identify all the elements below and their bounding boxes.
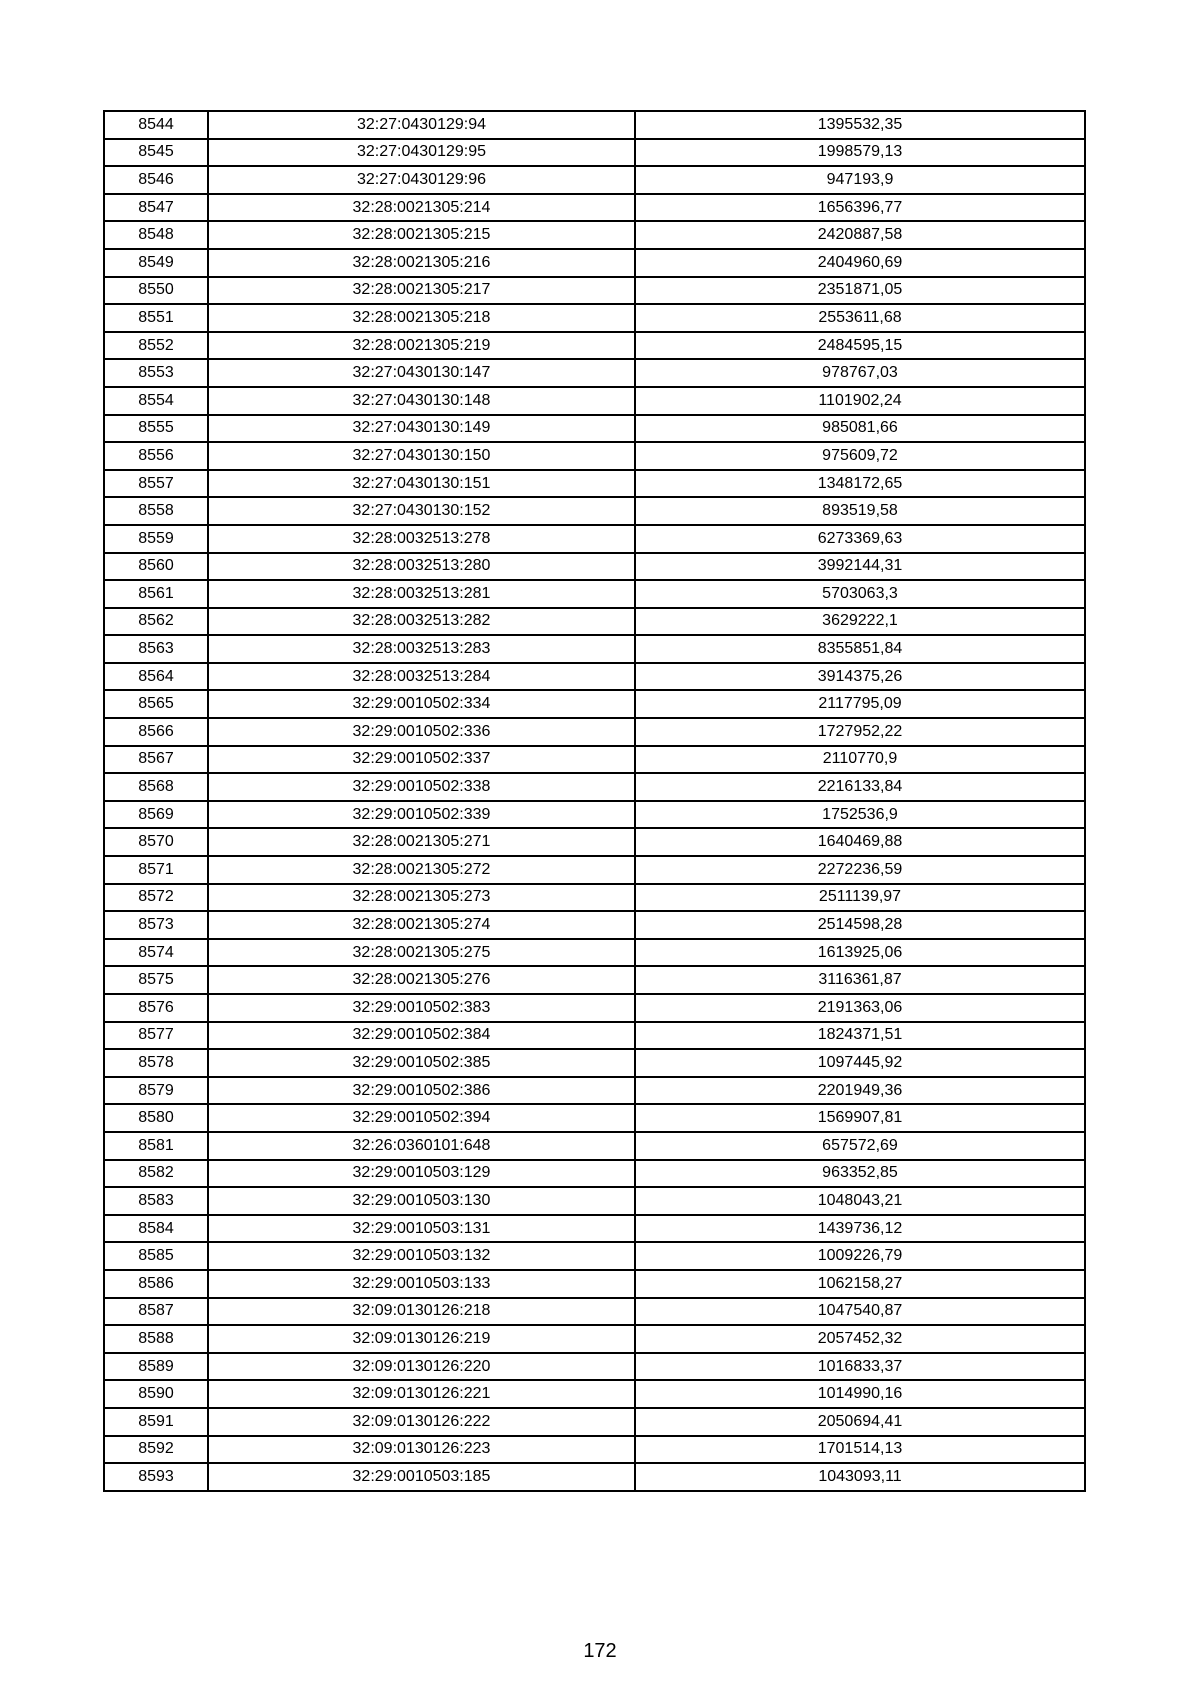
- table-row: [104, 415, 1085, 443]
- row-number-cell: 8564: [104, 663, 208, 691]
- value-cell: 1009226,79: [635, 1242, 1085, 1270]
- cadastral-number-cell: 32:27:0430129:94: [208, 111, 635, 139]
- value-cell: 1101902,24: [635, 387, 1085, 415]
- table-row: [104, 1408, 1085, 1436]
- table-row: [104, 580, 1085, 608]
- cadastral-number-cell: 32:27:0430129:96: [208, 166, 635, 194]
- table-row: [104, 773, 1085, 801]
- cadastral-number-cell: 32:29:0010502:394: [208, 1104, 635, 1132]
- value-cell: 1727952,22: [635, 718, 1085, 746]
- table-row: [104, 1215, 1085, 1243]
- cadastral-number-cell: 32:29:0010502:383: [208, 994, 635, 1022]
- cadastral-number-cell: 32:27:0430130:150: [208, 442, 635, 470]
- row-number-cell: 8562: [104, 608, 208, 636]
- cadastral-number-cell: 32:28:0032513:284: [208, 663, 635, 691]
- value-cell: 3116361,87: [635, 966, 1085, 994]
- row-number-cell: 8576: [104, 994, 208, 1022]
- row-number-cell: 8554: [104, 387, 208, 415]
- table-row: [104, 1436, 1085, 1464]
- value-cell: 2057452,32: [635, 1325, 1085, 1353]
- table-row: [104, 387, 1085, 415]
- value-cell: 2484595,15: [635, 332, 1085, 360]
- cadastral-number-cell: 32:28:0021305:216: [208, 249, 635, 277]
- row-number-cell: 8583: [104, 1187, 208, 1215]
- cadastral-number-cell: 32:28:0032513:281: [208, 580, 635, 608]
- cadastral-number-cell: 32:29:0010503:132: [208, 1242, 635, 1270]
- value-cell: 3992144,31: [635, 553, 1085, 581]
- value-cell: 975609,72: [635, 442, 1085, 470]
- value-cell: 2050694,41: [635, 1408, 1085, 1436]
- value-cell: 2351871,05: [635, 277, 1085, 305]
- table-row: [104, 690, 1085, 718]
- value-cell: 6273369,63: [635, 525, 1085, 553]
- cadastral-number-cell: 32:29:0010502:339: [208, 801, 635, 829]
- cadastral-number-cell: 32:29:0010502:337: [208, 746, 635, 774]
- table-row: [104, 1353, 1085, 1381]
- cadastral-number-cell: 32:27:0430130:147: [208, 359, 635, 387]
- cadastral-number-cell: 32:28:0021305:272: [208, 856, 635, 884]
- value-cell: 3629222,1: [635, 608, 1085, 636]
- value-cell: 1439736,12: [635, 1215, 1085, 1243]
- value-cell: 1701514,13: [635, 1436, 1085, 1464]
- cadastral-number-cell: 32:27:0430130:149: [208, 415, 635, 443]
- cadastral-number-cell: 32:28:0021305:276: [208, 966, 635, 994]
- value-cell: 2201949,36: [635, 1077, 1085, 1105]
- value-cell: 1043093,11: [635, 1463, 1085, 1491]
- value-cell: 2420887,58: [635, 221, 1085, 249]
- row-number-cell: 8573: [104, 911, 208, 939]
- cadastral-number-cell: 32:27:0430129:95: [208, 139, 635, 167]
- cadastral-number-cell: 32:28:0021305:215: [208, 221, 635, 249]
- row-number-cell: 8545: [104, 139, 208, 167]
- table-row: [104, 1380, 1085, 1408]
- value-cell: 2511139,97: [635, 884, 1085, 912]
- table-row: [104, 1325, 1085, 1353]
- value-cell: 1656396,77: [635, 194, 1085, 222]
- row-number-cell: 8580: [104, 1104, 208, 1132]
- cadastral-number-cell: 32:27:0430130:151: [208, 470, 635, 498]
- value-cell: 2110770,9: [635, 746, 1085, 774]
- table-row: [104, 1298, 1085, 1326]
- row-number-cell: 8568: [104, 773, 208, 801]
- table-row: [104, 884, 1085, 912]
- table-row: [104, 966, 1085, 994]
- value-cell: 2514598,28: [635, 911, 1085, 939]
- row-number-cell: 8593: [104, 1463, 208, 1491]
- cadastral-number-cell: 32:29:0010503:130: [208, 1187, 635, 1215]
- row-number-cell: 8549: [104, 249, 208, 277]
- row-number-cell: 8555: [104, 415, 208, 443]
- value-cell: 963352,85: [635, 1160, 1085, 1188]
- row-number-cell: 8591: [104, 1408, 208, 1436]
- cadastral-number-cell: 32:29:0010502:334: [208, 690, 635, 718]
- row-number-cell: 8566: [104, 718, 208, 746]
- cadastral-table: [103, 110, 1086, 1492]
- cadastral-number-cell: 32:09:0130126:222: [208, 1408, 635, 1436]
- cadastral-number-cell: 32:28:0021305:214: [208, 194, 635, 222]
- value-cell: 2272236,59: [635, 856, 1085, 884]
- cadastral-number-cell: 32:28:0032513:280: [208, 553, 635, 581]
- cadastral-number-cell: 32:27:0430130:148: [208, 387, 635, 415]
- value-cell: 1613925,06: [635, 939, 1085, 967]
- row-number-cell: 8579: [104, 1077, 208, 1105]
- row-number-cell: 8552: [104, 332, 208, 360]
- row-number-cell: 8567: [104, 746, 208, 774]
- table-row: [104, 1187, 1085, 1215]
- cadastral-number-cell: 32:09:0130126:223: [208, 1436, 635, 1464]
- cadastral-number-cell: 32:09:0130126:218: [208, 1298, 635, 1326]
- row-number-cell: 8578: [104, 1049, 208, 1077]
- row-number-cell: 8556: [104, 442, 208, 470]
- row-number-cell: 8551: [104, 304, 208, 332]
- value-cell: 8355851,84: [635, 635, 1085, 663]
- table-row: [104, 608, 1085, 636]
- table-row: [104, 1022, 1085, 1050]
- cadastral-number-cell: 32:29:0010502:338: [208, 773, 635, 801]
- row-number-cell: 8548: [104, 221, 208, 249]
- table-row: [104, 332, 1085, 360]
- table-body: [104, 111, 1085, 1491]
- table-row: [104, 470, 1085, 498]
- value-cell: 1062158,27: [635, 1270, 1085, 1298]
- cadastral-number-cell: 32:27:0430130:152: [208, 497, 635, 525]
- table-row: [104, 553, 1085, 581]
- table-row: [104, 1270, 1085, 1298]
- value-cell: 1395532,35: [635, 111, 1085, 139]
- row-number-cell: 8570: [104, 828, 208, 856]
- value-cell: 893519,58: [635, 497, 1085, 525]
- table-row: [104, 718, 1085, 746]
- cadastral-number-cell: 32:28:0032513:282: [208, 608, 635, 636]
- table-row: [104, 1160, 1085, 1188]
- row-number-cell: 8585: [104, 1242, 208, 1270]
- row-number-cell: 8586: [104, 1270, 208, 1298]
- table-row: [104, 1463, 1085, 1491]
- cadastral-number-cell: 32:29:0010503:185: [208, 1463, 635, 1491]
- value-cell: 3914375,26: [635, 663, 1085, 691]
- row-number-cell: 8553: [104, 359, 208, 387]
- table-row: [104, 1049, 1085, 1077]
- value-cell: 1824371,51: [635, 1022, 1085, 1050]
- row-number-cell: 8565: [104, 690, 208, 718]
- page-number: 172: [583, 1640, 617, 1662]
- table-row: [104, 1104, 1085, 1132]
- table-row: [104, 304, 1085, 332]
- row-number-cell: 8558: [104, 497, 208, 525]
- value-cell: 2216133,84: [635, 773, 1085, 801]
- table-row: [104, 801, 1085, 829]
- row-number-cell: 8557: [104, 470, 208, 498]
- cadastral-number-cell: 32:28:0021305:271: [208, 828, 635, 856]
- row-number-cell: 8588: [104, 1325, 208, 1353]
- table-row: [104, 1077, 1085, 1105]
- row-number-cell: 8559: [104, 525, 208, 553]
- value-cell: 1048043,21: [635, 1187, 1085, 1215]
- value-cell: 1097445,92: [635, 1049, 1085, 1077]
- row-number-cell: 8574: [104, 939, 208, 967]
- table-row: [104, 111, 1085, 139]
- value-cell: 5703063,3: [635, 580, 1085, 608]
- cadastral-number-cell: 32:29:0010503:133: [208, 1270, 635, 1298]
- value-cell: 2117795,09: [635, 690, 1085, 718]
- value-cell: 2191363,06: [635, 994, 1085, 1022]
- table-row: [104, 746, 1085, 774]
- table-row: [104, 525, 1085, 553]
- cadastral-number-cell: 32:28:0021305:217: [208, 277, 635, 305]
- table-row: [104, 994, 1085, 1022]
- cadastral-number-cell: 32:29:0010502:386: [208, 1077, 635, 1105]
- value-cell: 1016833,37: [635, 1353, 1085, 1381]
- row-number-cell: 8571: [104, 856, 208, 884]
- row-number-cell: 8587: [104, 1298, 208, 1326]
- cadastral-number-cell: 32:28:0021305:273: [208, 884, 635, 912]
- row-number-cell: 8584: [104, 1215, 208, 1243]
- value-cell: 1047540,87: [635, 1298, 1085, 1326]
- value-cell: 1569907,81: [635, 1104, 1085, 1132]
- table-row: [104, 939, 1085, 967]
- table-row: [104, 497, 1085, 525]
- table-row: [104, 277, 1085, 305]
- table-row: [104, 635, 1085, 663]
- row-number-cell: 8546: [104, 166, 208, 194]
- table-row: [104, 166, 1085, 194]
- value-cell: 2404960,69: [635, 249, 1085, 277]
- table-row: [104, 1242, 1085, 1270]
- value-cell: 947193,9: [635, 166, 1085, 194]
- row-number-cell: 8592: [104, 1436, 208, 1464]
- cadastral-number-cell: 32:29:0010503:131: [208, 1215, 635, 1243]
- value-cell: 1014990,16: [635, 1380, 1085, 1408]
- table-row: [104, 139, 1085, 167]
- cadastral-number-cell: 32:09:0130126:221: [208, 1380, 635, 1408]
- row-number-cell: 8561: [104, 580, 208, 608]
- table-row: [104, 828, 1085, 856]
- table-row: [104, 249, 1085, 277]
- cadastral-number-cell: 32:29:0010502:336: [208, 718, 635, 746]
- cadastral-number-cell: 32:28:0021305:275: [208, 939, 635, 967]
- table-row: [104, 359, 1085, 387]
- cadastral-number-cell: 32:28:0032513:283: [208, 635, 635, 663]
- cadastral-number-cell: 32:09:0130126:219: [208, 1325, 635, 1353]
- row-number-cell: 8577: [104, 1022, 208, 1050]
- row-number-cell: 8569: [104, 801, 208, 829]
- cadastral-number-cell: 32:28:0021305:219: [208, 332, 635, 360]
- cadastral-number-cell: 32:29:0010503:129: [208, 1160, 635, 1188]
- cadastral-number-cell: 32:09:0130126:220: [208, 1353, 635, 1381]
- value-cell: 2553611,68: [635, 304, 1085, 332]
- value-cell: 1752536,9: [635, 801, 1085, 829]
- row-number-cell: 8547: [104, 194, 208, 222]
- cadastral-number-cell: 32:28:0021305:274: [208, 911, 635, 939]
- row-number-cell: 8590: [104, 1380, 208, 1408]
- row-number-cell: 8589: [104, 1353, 208, 1381]
- value-cell: 978767,03: [635, 359, 1085, 387]
- cadastral-table-container: [103, 110, 1084, 1492]
- table-row: [104, 1132, 1085, 1160]
- table-row: [104, 663, 1085, 691]
- table-row: [104, 194, 1085, 222]
- cadastral-number-cell: 32:28:0032513:278: [208, 525, 635, 553]
- cadastral-number-cell: 32:29:0010502:384: [208, 1022, 635, 1050]
- row-number-cell: 8575: [104, 966, 208, 994]
- table-row: [104, 911, 1085, 939]
- table-row: [104, 442, 1085, 470]
- row-number-cell: 8581: [104, 1132, 208, 1160]
- value-cell: 657572,69: [635, 1132, 1085, 1160]
- row-number-cell: 8582: [104, 1160, 208, 1188]
- row-number-cell: 8560: [104, 553, 208, 581]
- row-number-cell: 8572: [104, 884, 208, 912]
- value-cell: 1348172,65: [635, 470, 1085, 498]
- table-row: [104, 221, 1085, 249]
- row-number-cell: 8544: [104, 111, 208, 139]
- cadastral-number-cell: 32:26:0360101:648: [208, 1132, 635, 1160]
- cadastral-number-cell: 32:29:0010502:385: [208, 1049, 635, 1077]
- value-cell: 1998579,13: [635, 139, 1085, 167]
- value-cell: 1640469,88: [635, 828, 1085, 856]
- row-number-cell: 8563: [104, 635, 208, 663]
- table-row: [104, 856, 1085, 884]
- value-cell: 985081,66: [635, 415, 1085, 443]
- cadastral-number-cell: 32:28:0021305:218: [208, 304, 635, 332]
- row-number-cell: 8550: [104, 277, 208, 305]
